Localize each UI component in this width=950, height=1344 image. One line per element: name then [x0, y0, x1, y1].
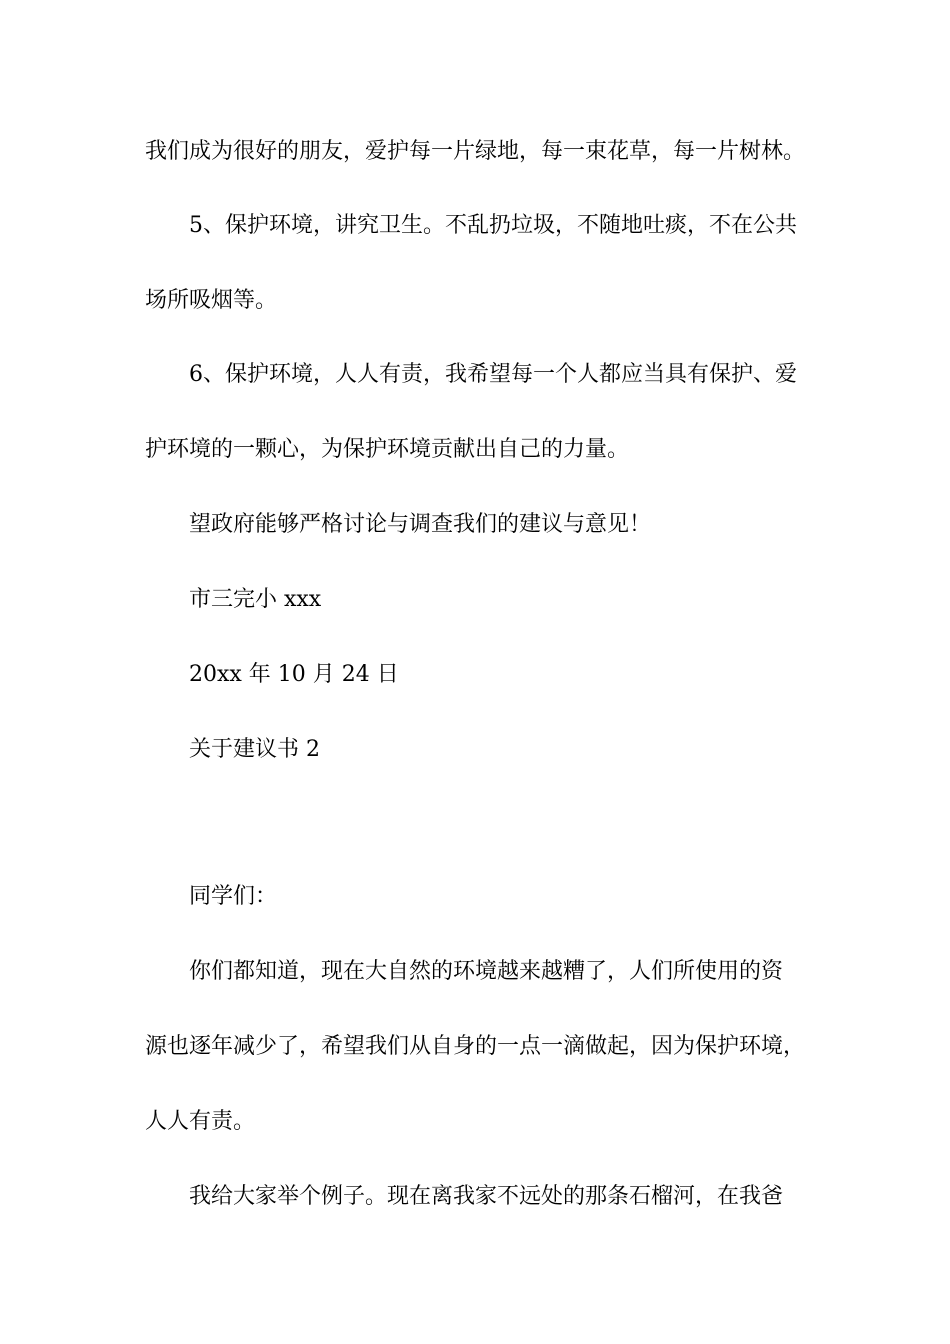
text-line: 6、保护环境，人人有责，我希望每一个人都应当具有保护、爱: [189, 362, 797, 387]
text-line: 你们都知道，现在大自然的环境越来越糟了，人们所使用的资: [189, 959, 784, 984]
text-line: 5、保护环境，讲究卫生。不乱扔垃圾，不随地吐痰，不在公共: [189, 213, 797, 238]
text-line: 我们成为很好的朋友，爱护每一片绿地，每一束花草，每一片树林。: [145, 139, 806, 164]
text-line: 源也逐年减少了，希望我们从自身的一点一滴做起，因为保护环境，: [145, 1034, 806, 1059]
date-line: 20xx 年 10 月 24 日: [189, 662, 399, 687]
section-title: 关于建议书 2: [189, 737, 320, 762]
text-line: 护环境的一颗心，为保护环境贡献出自己的力量。: [145, 437, 630, 462]
text-line: 场所吸烟等。: [145, 288, 278, 313]
text-line: 人人有责。: [145, 1109, 256, 1134]
text-line: 望政府能够严格讨论与调查我们的建议与意见！: [189, 512, 652, 537]
text-line: 我给大家举个例子。现在离我家不远处的那条石榴河，在我爸: [189, 1184, 784, 1209]
signature-line: 市三完小 xxx: [189, 587, 322, 612]
salutation: 同学们：: [189, 884, 278, 909]
